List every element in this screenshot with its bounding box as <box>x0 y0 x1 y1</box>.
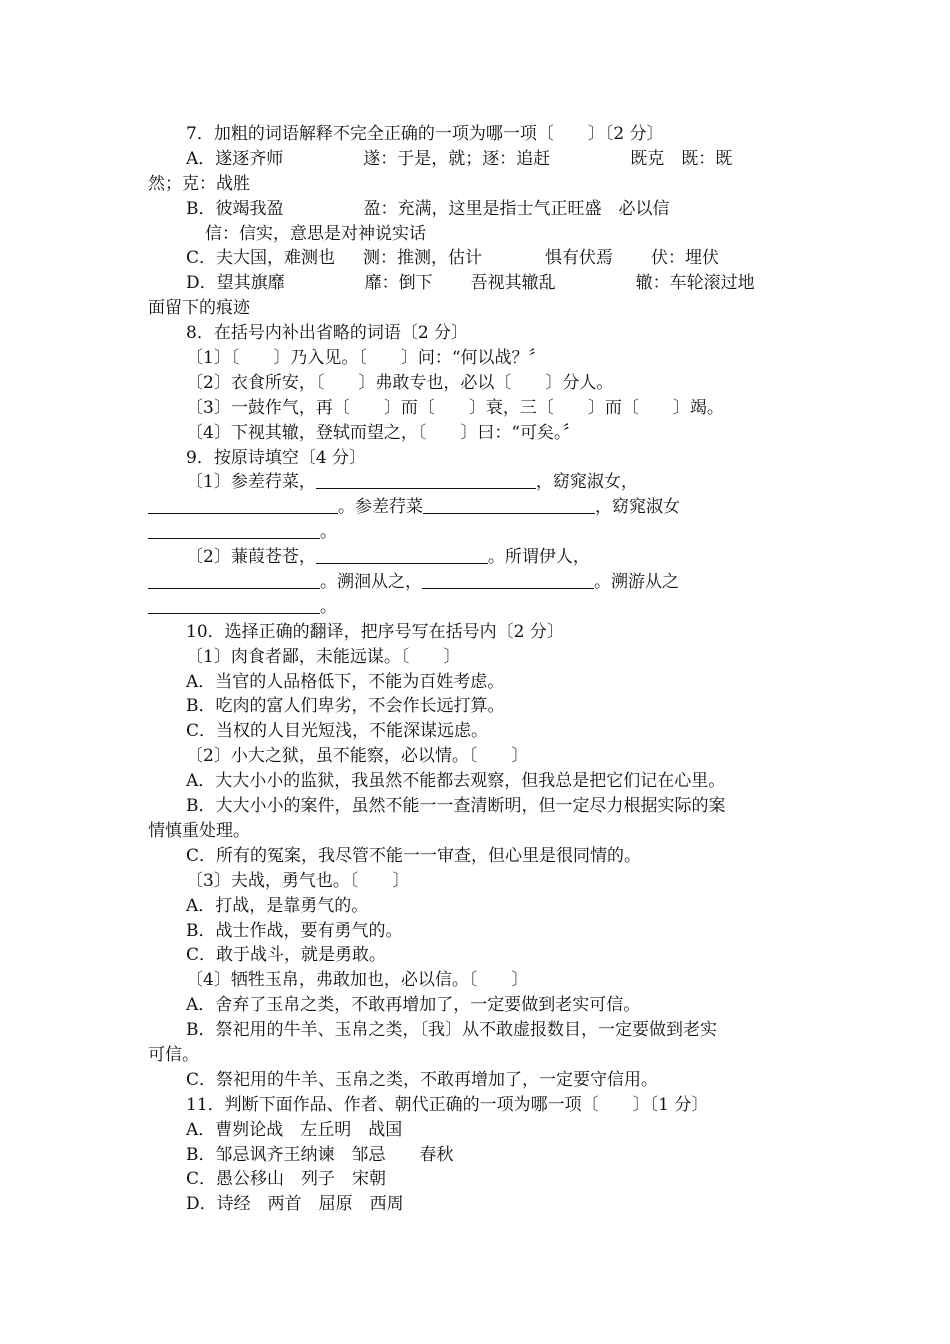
q10-sub-1-option-a: A．当官的人品格低下，不能为百姓考虑。 <box>186 671 505 692</box>
q8-item-2: 〔2〕衣食所安，〔 〕弗敢专也，必以〔 〕分人。 <box>186 372 614 393</box>
fill-blank[interactable] <box>148 596 320 614</box>
q9-poem-1-cont: 。参差荇菜 ，窈窕淑女 <box>148 495 803 520</box>
fill-blank[interactable] <box>423 496 595 514</box>
q11-option-d: D．诗经 两首 屈原 西周 <box>186 1194 404 1215</box>
q8-stem: 8．在括号内补出省略的词语〔2 分〕 <box>186 323 469 344</box>
q10-stem: 10．选择正确的翻译，把序号写在括号内〔2 分〕 <box>186 621 564 642</box>
fill-blank[interactable] <box>148 571 320 589</box>
q9-poem-1-end: 。 <box>148 520 803 545</box>
q10-sub-1-option-c: C．当权的人目光短浅，不能深谋远虑。 <box>186 721 489 742</box>
q7-option-a-cont: 然；克：战胜 <box>148 173 250 194</box>
q10-sub-4: 〔4〕牺牲玉帛，弗敢加也，必以信。〔 〕 <box>186 970 529 991</box>
q8-item-1: 〔1〕〔 〕乃入见。〔 〕问：“何以战？〞 <box>186 348 546 369</box>
fill-blank[interactable] <box>316 546 488 564</box>
fill-blank[interactable] <box>422 571 594 589</box>
q9-poem-2: 〔2〕蒹葭苍苍， 。所谓伊人， <box>186 547 590 568</box>
q10-sub-2-option-b: B．大大小小的案件，虽然不能一一查清断明，但一定尽力根据实际的案 <box>186 796 726 817</box>
q9-poem-2-end: 。 <box>148 595 803 620</box>
q9-poem-1: 〔1〕参差荇菜， ，窈窕淑女， <box>186 472 638 493</box>
q11-stem: 11．判断下面作品、作者、朝代正确的一项为哪一项〔 〕〔1 分〕 <box>186 1094 709 1115</box>
q10-sub-2-option-b-cont: 情慎重处理。 <box>148 820 250 841</box>
q10-sub-4-option-a: A．舍弃了玉帛之类，不敢再增加了，一定要做到老实可信。 <box>186 995 641 1016</box>
q10-sub-4-option-b-cont: 可信。 <box>148 1044 199 1065</box>
q7-option-b-cont: 信：信实，意思是对神说实话 <box>205 223 426 244</box>
q8-item-3: 〔3〕一鼓作气，再〔 〕而〔 〕衰，三〔 〕而〔 〕竭。 <box>186 397 724 418</box>
q7-option-b: B．彼竭我盈 盈：充满，这里是指士气正旺盛 必以信 <box>186 198 670 219</box>
q10-sub-2-option-a: A．大大小小的监狱，我虽然不能都去观察，但我总是把它们记在心里。 <box>186 771 726 792</box>
q11-option-c: C．愚公移山 列子 宋朝 <box>186 1169 387 1190</box>
q10-sub-4-option-c: C．祭祀用的牛羊、玉帛之类，不敢再增加了，一定要守信用。 <box>186 1069 659 1090</box>
q10-sub-3-option-b: B．战士作战，要有勇气的。 <box>186 920 403 941</box>
fill-blank[interactable] <box>148 521 320 539</box>
q10-sub-3-option-a: A．打战，是靠勇气的。 <box>186 895 369 916</box>
q7-option-d: D．望其旗靡 靡：倒下 吾视其辙乱 辙：车轮滚过地 <box>186 273 755 294</box>
q7-option-d-cont: 面留下的痕迹 <box>148 298 250 319</box>
q9-poem-2-cont: 。溯洄从之， 。溯游从之 <box>148 570 803 595</box>
q7-stem: 7．加粗的词语解释不完全正确的一项为哪一项〔 〕〔2 分〕 <box>186 124 664 144</box>
fill-blank[interactable] <box>316 471 536 489</box>
q11-option-b: B．邹忌讽齐王纳谏 邹忌 春秋 <box>186 1144 454 1165</box>
document-page <box>148 122 803 1217</box>
q8-item-4: 〔4〕下视其辙，登轼而望之，〔 〕曰：“可矣。〞 <box>186 422 580 443</box>
q9-stem: 9．按原诗填空〔4 分〕 <box>186 447 367 468</box>
q10-sub-4-option-b: B．祭祀用的牛羊、玉帛之类，〔我〕从不敢虚报数目，一定要做到老实 <box>186 1020 717 1041</box>
q7-option-c: C．夫大国，难测也 测：推测，估计 惧有伏焉 伏：埋伏 <box>186 248 720 269</box>
fill-blank[interactable] <box>148 496 338 514</box>
q11-option-a: A．曹刿论战 左丘明 战国 <box>186 1119 403 1140</box>
q10-sub-3-option-c: C．敢于战斗，就是勇敢。 <box>186 945 387 966</box>
q7-option-a: A．遂逐齐师 遂：于是，就；逐：追赶 既克 既：既 <box>186 148 733 169</box>
q10-sub-3: 〔3〕夫战，勇气也。〔 〕 <box>186 870 410 891</box>
q10-sub-1-option-b: B．吃肉的富人们卑劣，不会作长远打算。 <box>186 696 505 717</box>
q10-sub-1: 〔1〕肉食者鄙，未能远谋。〔 〕 <box>186 646 461 667</box>
q10-sub-2: 〔2〕小大之狱，虽不能察，必以情。〔 〕 <box>186 746 529 767</box>
q10-sub-2-option-c: C．所有的冤案，我尽管不能一一审查，但心里是很同情的。 <box>186 845 642 866</box>
